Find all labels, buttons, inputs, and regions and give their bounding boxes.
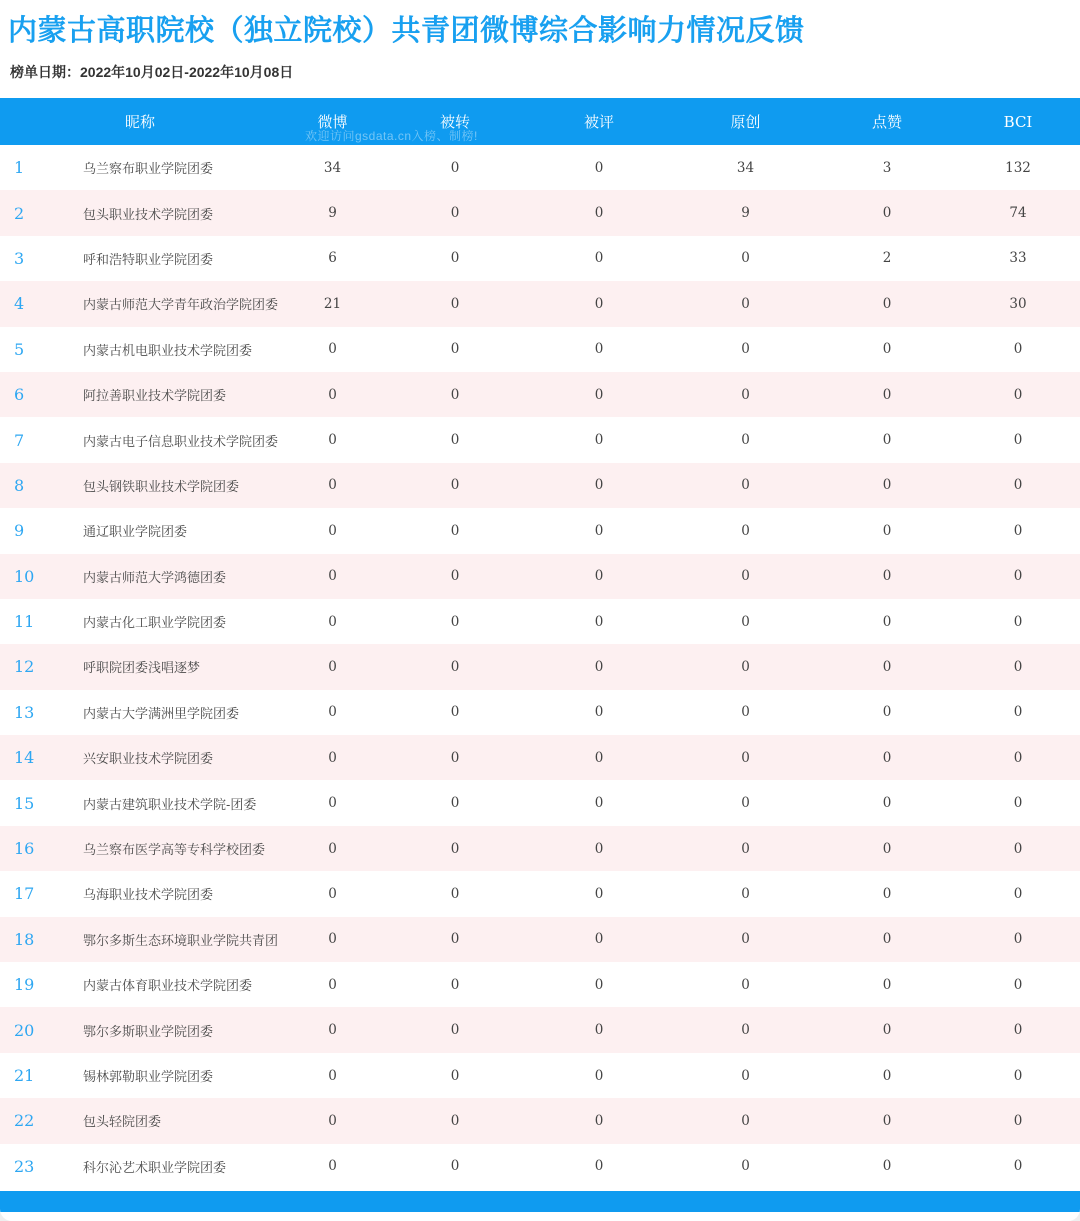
account-name-cell: 内蒙古电子信息职业技术学院团委 bbox=[83, 433, 279, 449]
bci-score-cell: 30 bbox=[1009, 295, 1027, 312]
table-row bbox=[0, 826, 1080, 871]
original-count-cell: 0 bbox=[741, 931, 750, 948]
reposted-count-cell: 0 bbox=[450, 931, 460, 948]
reposted-count-cell: 0 bbox=[450, 432, 460, 449]
rank-cell: 14 bbox=[14, 748, 35, 768]
commented-count-cell: 0 bbox=[594, 658, 604, 675]
account-name-cell: 包头轻院团委 bbox=[83, 1114, 162, 1130]
reposted-count-cell: 0 bbox=[450, 1112, 460, 1129]
likes-count-cell: 0 bbox=[882, 1067, 892, 1084]
commented-count-cell: 0 bbox=[594, 250, 604, 267]
commented-count-cell: 0 bbox=[594, 568, 604, 585]
commented-count-cell: 0 bbox=[594, 205, 604, 222]
bci-score-cell: 0 bbox=[1013, 432, 1023, 449]
bci-score-cell: 33 bbox=[1009, 250, 1027, 267]
likes-count-cell: 0 bbox=[882, 795, 892, 812]
commented-count-cell: 0 bbox=[594, 1112, 604, 1129]
weibo-count-cell: 0 bbox=[328, 1067, 337, 1084]
reposted-count-cell: 0 bbox=[450, 704, 460, 721]
commented-count-cell: 0 bbox=[594, 704, 604, 721]
reposted-count-cell: 0 bbox=[450, 613, 460, 630]
weibo-count-cell: 0 bbox=[328, 1022, 337, 1039]
bci-score-cell: 0 bbox=[1013, 613, 1023, 630]
table-body bbox=[0, 145, 1080, 1189]
reposted-count-cell: 0 bbox=[450, 1158, 460, 1175]
table-row bbox=[0, 599, 1080, 644]
account-name-cell: 内蒙古化工职业学院团委 bbox=[83, 615, 227, 631]
weibo-count-cell: 0 bbox=[328, 613, 337, 630]
table-row bbox=[0, 871, 1080, 916]
account-name-cell: 乌兰察布职业学院团委 bbox=[83, 161, 214, 177]
header-cell-weibo: 微博 bbox=[317, 114, 348, 131]
weibo-count-cell: 9 bbox=[328, 205, 337, 222]
commented-count-cell: 0 bbox=[594, 432, 604, 449]
account-name-cell: 内蒙古大学满洲里学院团委 bbox=[83, 705, 240, 721]
weibo-count-cell: 0 bbox=[328, 704, 337, 721]
commented-count-cell: 0 bbox=[594, 885, 604, 902]
account-name-cell: 锡林郭勒职业学院团委 bbox=[83, 1069, 214, 1084]
table-header-row bbox=[0, 98, 1080, 145]
bci-score-cell: 0 bbox=[1013, 704, 1023, 721]
date-range-label: 榜单日期：2022年10月02日-2022年10月08日 bbox=[10, 64, 294, 81]
weibo-count-cell: 0 bbox=[328, 976, 337, 993]
page-title: 内蒙古高职院校（独立院校）共青团微博综合影响力情况反馈 bbox=[8, 15, 805, 47]
likes-count-cell: 0 bbox=[882, 749, 892, 766]
reposted-count-cell: 0 bbox=[450, 1067, 460, 1084]
rank-cell: 12 bbox=[14, 657, 35, 677]
account-name-cell: 阿拉善职业技术学院团委 bbox=[83, 388, 227, 404]
account-name-cell: 呼和浩特职业学院团委 bbox=[83, 251, 214, 267]
original-count-cell: 0 bbox=[741, 1022, 750, 1039]
original-count-cell: 0 bbox=[741, 477, 750, 494]
reposted-count-cell: 0 bbox=[450, 840, 460, 857]
original-count-cell: 0 bbox=[741, 840, 750, 857]
bci-score-cell: 0 bbox=[1013, 658, 1023, 675]
likes-count-cell: 0 bbox=[882, 931, 892, 948]
table-row bbox=[0, 780, 1080, 825]
bci-score-cell: 0 bbox=[1013, 795, 1023, 812]
commented-count-cell: 0 bbox=[594, 477, 604, 494]
likes-count-cell: 2 bbox=[882, 250, 892, 267]
original-count-cell: 0 bbox=[741, 749, 750, 766]
table-row bbox=[0, 1098, 1080, 1143]
rank-cell: 5 bbox=[14, 339, 25, 359]
bci-score-cell: 0 bbox=[1013, 386, 1023, 403]
reposted-count-cell: 0 bbox=[450, 522, 460, 539]
bci-score-cell: 0 bbox=[1013, 1067, 1023, 1084]
account-name-cell: 呼职院团委浅唱逐梦 bbox=[83, 660, 201, 676]
original-count-cell: 0 bbox=[741, 1067, 750, 1084]
weibo-count-cell: 34 bbox=[323, 159, 342, 176]
header-cell-commented: 被评 bbox=[583, 114, 614, 131]
bci-score-cell: 0 bbox=[1013, 568, 1023, 585]
rank-cell: 6 bbox=[14, 385, 25, 405]
account-name-cell: 兴安职业技术学院团委 bbox=[83, 751, 214, 767]
likes-count-cell: 0 bbox=[882, 840, 892, 857]
likes-count-cell: 0 bbox=[882, 568, 892, 585]
table-row bbox=[0, 962, 1080, 1007]
table-row bbox=[0, 145, 1080, 190]
original-count-cell: 0 bbox=[741, 613, 750, 630]
rank-cell: 15 bbox=[14, 793, 35, 813]
rank-cell: 18 bbox=[14, 929, 35, 949]
bci-score-cell: 0 bbox=[1013, 749, 1023, 766]
table-row bbox=[0, 281, 1080, 326]
commented-count-cell: 0 bbox=[594, 1158, 604, 1175]
weibo-count-cell: 0 bbox=[328, 341, 337, 358]
commented-count-cell: 0 bbox=[594, 840, 604, 857]
likes-count-cell: 0 bbox=[882, 205, 892, 222]
weibo-count-cell: 0 bbox=[328, 568, 337, 585]
likes-count-cell: 3 bbox=[882, 159, 892, 176]
table-row bbox=[0, 735, 1080, 780]
original-count-cell: 0 bbox=[741, 522, 750, 539]
account-name-cell: 通辽职业学院团委 bbox=[83, 524, 188, 540]
footer-bar bbox=[0, 1191, 1080, 1212]
account-name-cell: 内蒙古建筑职业技术学院-团委 bbox=[83, 796, 257, 812]
rank-cell: 13 bbox=[14, 702, 35, 722]
account-name-cell: 科尔沁艺术职业学院团委 bbox=[83, 1159, 227, 1175]
rank-cell: 22 bbox=[14, 1111, 35, 1131]
weibo-count-cell: 0 bbox=[328, 1158, 337, 1175]
commented-count-cell: 0 bbox=[594, 159, 604, 176]
original-count-cell: 0 bbox=[741, 341, 750, 358]
table-row bbox=[0, 236, 1080, 281]
rank-cell: 7 bbox=[14, 430, 25, 450]
likes-count-cell: 0 bbox=[882, 704, 892, 721]
reposted-count-cell: 0 bbox=[450, 295, 460, 312]
reposted-count-cell: 0 bbox=[450, 658, 460, 675]
gsdata-watermark: 欢迎访问gsdata.cn入榜、制榜! bbox=[305, 129, 478, 143]
account-name-cell: 乌海职业技术学院团委 bbox=[83, 887, 214, 903]
reposted-count-cell: 0 bbox=[450, 250, 460, 267]
table-row bbox=[0, 372, 1080, 417]
reposted-count-cell: 0 bbox=[450, 341, 460, 358]
weibo-count-cell: 0 bbox=[328, 386, 337, 403]
reposted-count-cell: 0 bbox=[450, 159, 460, 176]
likes-count-cell: 0 bbox=[882, 432, 892, 449]
account-name-cell: 内蒙古体育职业技术学院团委 bbox=[83, 978, 253, 994]
rank-cell: 16 bbox=[14, 839, 35, 859]
header-cell-original: 原创 bbox=[730, 114, 761, 131]
reposted-count-cell: 0 bbox=[450, 976, 460, 993]
account-name-cell: 包头钢铁职业技术学院团委 bbox=[83, 478, 240, 494]
weibo-count-cell: 0 bbox=[328, 885, 337, 902]
likes-count-cell: 0 bbox=[882, 341, 892, 358]
likes-count-cell: 0 bbox=[882, 477, 892, 494]
likes-count-cell: 0 bbox=[882, 885, 892, 902]
bci-score-cell: 0 bbox=[1013, 931, 1023, 948]
table-row bbox=[0, 1144, 1080, 1189]
rank-cell: 1 bbox=[14, 158, 25, 178]
likes-count-cell: 0 bbox=[882, 1112, 892, 1129]
table-row bbox=[0, 190, 1080, 235]
bci-score-cell: 0 bbox=[1013, 976, 1023, 993]
original-count-cell: 0 bbox=[741, 295, 750, 312]
account-name-cell: 内蒙古机电职业技术学院团委 bbox=[83, 342, 253, 358]
reposted-count-cell: 0 bbox=[450, 205, 460, 222]
commented-count-cell: 0 bbox=[594, 295, 604, 312]
original-count-cell: 0 bbox=[741, 250, 750, 267]
reposted-count-cell: 0 bbox=[450, 386, 460, 403]
weibo-count-cell: 0 bbox=[328, 795, 337, 812]
account-name-cell: 内蒙古师范大学鸿德团委 bbox=[83, 569, 227, 585]
rank-cell: 20 bbox=[14, 1020, 35, 1040]
table-row bbox=[0, 690, 1080, 735]
rank-cell: 8 bbox=[14, 475, 25, 495]
commented-count-cell: 0 bbox=[594, 613, 604, 630]
commented-count-cell: 0 bbox=[594, 1022, 604, 1039]
weibo-count-cell: 6 bbox=[328, 250, 337, 267]
likes-count-cell: 0 bbox=[882, 658, 892, 675]
original-count-cell: 0 bbox=[741, 885, 750, 902]
likes-count-cell: 0 bbox=[882, 295, 892, 312]
reposted-count-cell: 0 bbox=[450, 795, 460, 812]
rank-cell: 10 bbox=[14, 566, 35, 586]
rank-cell: 17 bbox=[14, 884, 35, 904]
weibo-count-cell: 0 bbox=[328, 749, 337, 766]
account-name-cell: 鄂尔多斯职业学院团委 bbox=[83, 1023, 214, 1039]
original-count-cell: 0 bbox=[741, 568, 750, 585]
commented-count-cell: 0 bbox=[594, 522, 604, 539]
original-count-cell: 9 bbox=[741, 205, 750, 222]
original-count-cell: 0 bbox=[741, 976, 750, 993]
table-row bbox=[0, 1007, 1080, 1052]
rank-cell: 3 bbox=[14, 248, 25, 268]
header-cell-bci: BCI bbox=[1003, 112, 1033, 131]
rank-cell: 23 bbox=[14, 1156, 35, 1176]
bci-score-cell: 0 bbox=[1013, 477, 1023, 494]
likes-count-cell: 0 bbox=[882, 1158, 892, 1175]
original-count-cell: 34 bbox=[736, 159, 755, 176]
likes-count-cell: 0 bbox=[882, 976, 892, 993]
commented-count-cell: 0 bbox=[594, 931, 604, 948]
reposted-count-cell: 0 bbox=[450, 477, 460, 494]
likes-count-cell: 0 bbox=[882, 1022, 892, 1039]
table-row bbox=[0, 463, 1080, 508]
table-row bbox=[0, 917, 1080, 962]
rank-cell: 11 bbox=[14, 612, 35, 632]
bci-score-cell: 0 bbox=[1013, 1112, 1023, 1129]
commented-count-cell: 0 bbox=[594, 795, 604, 812]
weibo-count-cell: 0 bbox=[328, 1112, 337, 1129]
table-row bbox=[0, 508, 1080, 553]
bci-score-cell: 132 bbox=[1005, 159, 1031, 176]
commented-count-cell: 0 bbox=[594, 749, 604, 766]
table-row bbox=[0, 554, 1080, 599]
rank-cell: 4 bbox=[14, 294, 25, 314]
original-count-cell: 0 bbox=[741, 1158, 750, 1175]
weibo-count-cell: 0 bbox=[328, 840, 337, 857]
bci-score-cell: 74 bbox=[1009, 205, 1027, 222]
weibo-count-cell: 0 bbox=[328, 658, 337, 675]
account-name-cell: 鄂尔多斯生态环境职业学院共青团 bbox=[83, 932, 279, 948]
original-count-cell: 0 bbox=[741, 1112, 750, 1129]
weibo-count-cell: 0 bbox=[328, 477, 337, 494]
original-count-cell: 0 bbox=[741, 795, 750, 812]
bci-score-cell: 0 bbox=[1013, 885, 1023, 902]
rank-cell: 19 bbox=[14, 975, 35, 995]
table-row bbox=[0, 1053, 1080, 1098]
likes-count-cell: 0 bbox=[882, 522, 892, 539]
table-row bbox=[0, 644, 1080, 689]
commented-count-cell: 0 bbox=[594, 976, 604, 993]
rank-cell: 21 bbox=[14, 1066, 35, 1085]
header-cell-likes: 点赞 bbox=[871, 114, 902, 131]
table-row bbox=[0, 417, 1080, 462]
weibo-count-cell: 0 bbox=[328, 432, 337, 449]
account-name-cell: 包头职业技术学院团委 bbox=[83, 206, 214, 222]
rank-cell: 2 bbox=[14, 203, 25, 223]
header-cell-reposted: 被转 bbox=[439, 114, 470, 131]
account-name-cell: 内蒙古师范大学青年政治学院团委 bbox=[83, 297, 279, 313]
weibo-count-cell: 0 bbox=[328, 931, 337, 948]
likes-count-cell: 0 bbox=[882, 386, 892, 403]
likes-count-cell: 0 bbox=[882, 613, 892, 630]
bci-score-cell: 0 bbox=[1013, 1022, 1023, 1039]
bci-score-cell: 0 bbox=[1013, 522, 1023, 539]
bci-score-cell: 0 bbox=[1013, 840, 1023, 857]
table-row bbox=[0, 327, 1080, 372]
commented-count-cell: 0 bbox=[594, 1067, 604, 1084]
reposted-count-cell: 0 bbox=[450, 749, 460, 766]
reposted-count-cell: 0 bbox=[450, 568, 460, 585]
weibo-count-cell: 0 bbox=[328, 522, 337, 539]
weibo-count-cell: 21 bbox=[323, 295, 342, 312]
reposted-count-cell: 0 bbox=[450, 885, 460, 902]
rank-cell: 9 bbox=[14, 521, 25, 541]
title-area bbox=[0, 0, 1080, 98]
original-count-cell: 0 bbox=[741, 432, 750, 449]
account-name-cell: 乌兰察布医学高等专科学校团委 bbox=[83, 842, 266, 858]
reposted-count-cell: 0 bbox=[450, 1022, 460, 1039]
header-cell-nickname: 昵称 bbox=[124, 114, 155, 131]
original-count-cell: 0 bbox=[741, 658, 750, 675]
original-count-cell: 0 bbox=[741, 386, 750, 403]
commented-count-cell: 0 bbox=[594, 341, 604, 358]
bci-score-cell: 0 bbox=[1013, 1158, 1023, 1175]
bci-score-cell: 0 bbox=[1013, 341, 1023, 358]
original-count-cell: 0 bbox=[741, 704, 750, 721]
commented-count-cell: 0 bbox=[594, 386, 604, 403]
